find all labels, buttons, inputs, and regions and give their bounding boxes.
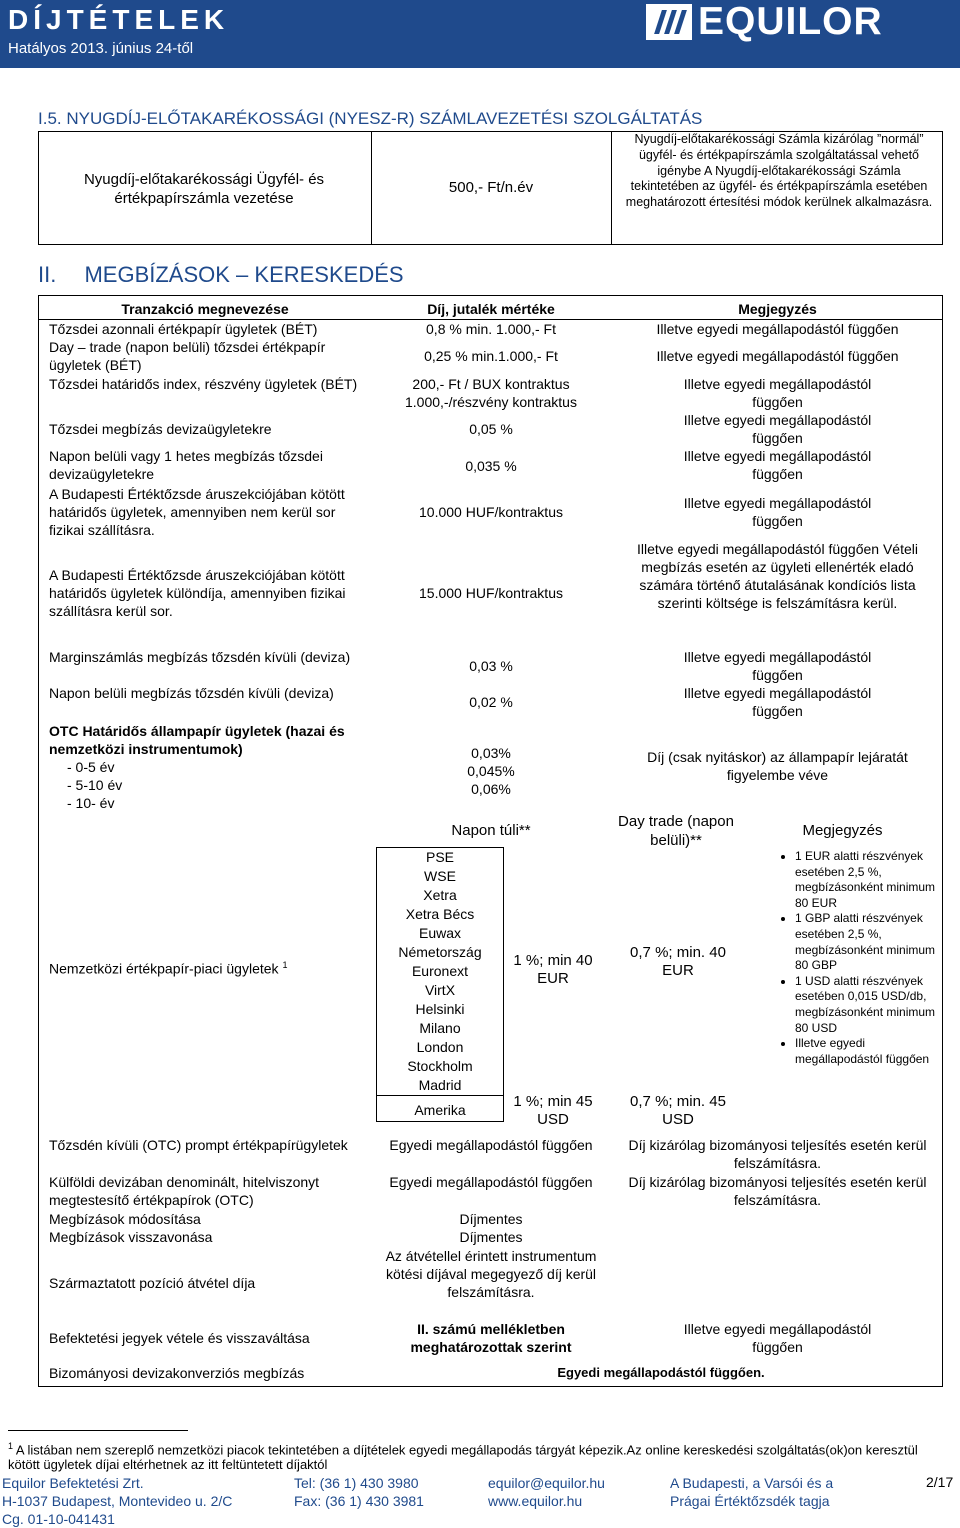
- row-name: Day – trade (napon belüli) tőzsdei értékpapír ügyletek (BÉT): [49, 339, 326, 373]
- market-item: WSE: [424, 868, 456, 884]
- intl-note-item: • 1 USD alatti részvények esetében 0,015 USD/db, megbízásonként minimum 80 USD: [795, 974, 939, 1036]
- us-fee: 1 %; min 45 USD: [513, 1093, 593, 1128]
- logo-text: EQUILOR: [698, 0, 883, 43]
- market-item: Milano: [419, 1020, 461, 1036]
- row-note: Illetve egyedi megállapodástól függően: [683, 376, 872, 410]
- row-fee: 15.000 HUF/kontraktus: [419, 585, 563, 601]
- market-item: VirtX: [424, 982, 456, 998]
- row-note: Illetve egyedi megállapodástól függően: [656, 321, 899, 337]
- header-daytrade: Day trade (napon belüli)**: [618, 813, 734, 849]
- nyesz-service: Nyugdíj-előtakarékossági Ügyfél- és értékpapírszámla vezetése: [83, 171, 325, 207]
- otc-title: OTC Határidős állampapír ügyletek (hazai és nemzetközi instrumentumok): [49, 723, 345, 757]
- market-item: Euwax: [418, 925, 462, 941]
- row-note: Illetve egyedi megállapodástól függően: [683, 412, 872, 446]
- footer-reg: Cg. 01-10-041431: [2, 1511, 115, 1527]
- intl-note-item: • Illetve egyedi megállapodástól függően: [795, 1036, 939, 1067]
- otc-item: - 0-5 év: [67, 759, 115, 775]
- otc-fee: 0,045%: [467, 763, 515, 779]
- market-us: Amerika: [414, 1102, 466, 1118]
- footer-address: H-1037 Budapest, Montevideo u. 2/C: [2, 1493, 233, 1509]
- row-name: Befektetési jegyek vétele és visszaváltása: [49, 1330, 310, 1346]
- row-fee: Díjmentes: [459, 1229, 523, 1245]
- market-item: Euronext: [411, 963, 469, 979]
- row-fee: 10.000 HUF/kontraktus: [419, 504, 563, 520]
- market-item: Helsinki: [415, 1001, 465, 1017]
- market-item: Németország: [398, 944, 482, 960]
- row-fee: Az átvétellel érintett instrumentum kötési díjával megegyező díj kerül felszámításra.: [385, 1248, 597, 1300]
- otc-fee: 0,06%: [471, 781, 511, 797]
- col-header-fee: Díj, jutalék mértéke: [427, 301, 555, 317]
- footer-member-line1: A Budapesti, a Varsói és a: [670, 1475, 834, 1491]
- row-fee: 0,035 %: [465, 458, 517, 474]
- row-note: Illetve egyedi megállapodástól függően: [683, 1321, 872, 1355]
- row-fee: 200,- Ft / BUX kontraktus 1.000,-/részvény kontraktus: [405, 376, 577, 410]
- market-item: Xetra Bécs: [405, 906, 475, 922]
- footnote-text: A listában nem szereplő nemzetközi piacok tekintetében a díjtételek egyedi megállapodás tárgyát képezik.Az online kereskedési szolgáltatás(ok)on keresztül kötött ügyletek díjai eltérhetnek az itt feltüntetett díjaktól: [8, 1442, 918, 1473]
- col-header-note: Megjegyzés: [738, 301, 817, 317]
- otc-item: - 10- év: [67, 795, 115, 811]
- eu-daytrade: 0,7 %; min. 40 EUR: [630, 944, 726, 979]
- row-name: Napon belüli megbízás tőzsdén kívüli (deviza): [49, 685, 334, 701]
- row-fee: Díjmentes: [459, 1211, 523, 1227]
- equilor-logo: [646, 2, 926, 44]
- row-fee: 0,8 % min. 1.000,- Ft: [426, 321, 556, 337]
- header-bar: [0, 0, 960, 68]
- row-name: Tőzsdei megbízás devizaügyletekre: [49, 421, 272, 437]
- row-name: Napon belüli vagy 1 hetes megbízás tőzsdei devizaügyletekre: [49, 448, 323, 482]
- section-ii-heading: [38, 262, 404, 288]
- row-name: A Budapesti Értéktőzsde áruszekciójában kötött határidős ügyletek különdíja, amennyiben fizikai szállításra kerül sor.: [49, 567, 346, 619]
- intl-name-text: Nemzetközi értékpapír-piaci ügyletek: [49, 960, 279, 977]
- logo-mark-icon: [646, 4, 692, 40]
- footnote-divider: [8, 1430, 188, 1431]
- nyesz-note: Nyugdíj-előtakarékossági Számla kizárólag ”normál” ügyfél- és értékpapírszámla szolgáltatással vehető igénybe A Nyugdíj-előtakarékossági Számla tekintetében az ügyfél- és értékpapírszámla esetében meghatározott értesítési módok kerülnek alkalmazásra.: [625, 132, 933, 210]
- row-note: Díj kizárólag bizományosi teljesítés esetén kerül felszámításra.: [628, 1137, 927, 1171]
- row-name: Marginszámlás megbízás tőzsdén kívüli (deviza): [49, 649, 351, 665]
- row-name: Külföldi devizában denominált, hitelviszonyt megtestesítő értékpapírok (OTC): [49, 1174, 320, 1208]
- eu-fee: 1 %; min 40 EUR: [513, 952, 593, 987]
- page-number: 2/17: [926, 1474, 954, 1490]
- valid-from: Hatályos 2013. június 24-től: [8, 40, 194, 57]
- section-ii-roman: II.: [38, 262, 57, 287]
- section-ii-title: MEGBÍZÁSOK – KERESKEDÉS: [84, 262, 404, 287]
- row-note: Illetve egyedi megállapodástól függően Vételi megbízás esetén az ügyleti ellenérték eladó számára történő átutalásának kondíciós lista szerinti költsége is felszámításra kerül.: [637, 541, 918, 611]
- row-note: Illetve egyedi megállapodástól függően: [683, 448, 872, 482]
- row-fee: 0,03 %: [469, 658, 513, 674]
- row-fee: 0,05 %: [469, 421, 513, 437]
- document-title: DÍJTÉTELEK: [8, 4, 230, 35]
- otc-fee: 0,03%: [471, 745, 511, 761]
- row-note: Illetve egyedi megállapodástól függően: [683, 649, 872, 683]
- nyesz-fee: 500,- Ft/n.év: [448, 179, 534, 196]
- header-overnight: Napon túli**: [451, 822, 531, 839]
- footnote-mark: 1: [8, 1441, 14, 1451]
- row-fee: 0,25 % min.1.000,- Ft: [424, 348, 558, 364]
- row-note: Illetve egyedi megállapodástól függően: [656, 348, 899, 364]
- row-name: A Budapesti Értéktőzsde áruszekciójában kötött határidős ügyletek, amennyiben nem kerül sor fizikai szállításra.: [49, 486, 345, 538]
- footnote-ref: 1: [282, 960, 288, 970]
- row-name: Megbízások visszavonása: [49, 1229, 213, 1245]
- market-item: PSE: [425, 849, 454, 865]
- intl-name: [49, 956, 367, 978]
- market-item: Xetra: [423, 887, 457, 903]
- footer-member-line2: Prágai Értéktőzsdék tagja: [670, 1493, 830, 1509]
- fees-table: [38, 295, 943, 1387]
- row-note: Díj kizárólag bizományosi teljesítés esetén kerül felszámításra.: [628, 1174, 927, 1208]
- otc-note: Díj (csak nyitáskor) az állampapír lejáratát figyelembe véve: [647, 749, 908, 783]
- markets-list: [376, 847, 504, 1122]
- row-fee: 0,02 %: [469, 694, 513, 710]
- footnote: [8, 1439, 948, 1472]
- market-item: London: [416, 1039, 464, 1055]
- nyesz-table: [38, 131, 943, 245]
- row-fee: Egyedi megállapodástól függően.: [557, 1365, 765, 1380]
- intl-note-item: • 1 GBP alatti részvények esetében 2,5 %, megbízásonként minimum 80 GBP: [795, 911, 939, 973]
- footer-web[interactable]: www.equilor.hu: [488, 1493, 583, 1509]
- header-note: Megjegyzés: [802, 822, 883, 839]
- row-name: Bizományosi devizakonverziós megbízás: [49, 1365, 305, 1381]
- row-fee: II. számú mellékletben meghatározottak szerint: [410, 1321, 572, 1355]
- footer-fax: Fax: (36 1) 430 3981: [294, 1493, 424, 1509]
- col-header-name: Tranzakció megnevezése: [121, 301, 289, 317]
- row-note: Illetve egyedi megállapodástól függően: [683, 495, 872, 529]
- intl-notes: [759, 849, 939, 1067]
- us-daytrade: 0,7 %; min. 45 USD: [630, 1093, 726, 1128]
- row-name: Tőzsdén kívüli (OTC) prompt értékpapírügyletek: [49, 1137, 348, 1153]
- row-name: Megbízások módosítása: [49, 1211, 201, 1227]
- row-name: Tőzsdei azonnali értékpapír ügyletek (BÉT): [49, 321, 318, 337]
- section-i5-title: I.5. NYUGDÍJ-ELŐTAKARÉKOSSÁGI (NYESZ-R) SZÁMLAVEZETÉSI SZOLGÁLTATÁS: [38, 109, 703, 128]
- intl-note-item: • 1 EUR alatti részvények esetében 2,5 %, megbízásonként minimum 80 EUR: [795, 849, 939, 911]
- otc-item: - 5-10 év: [67, 777, 123, 793]
- market-item: Stockholm: [407, 1058, 473, 1074]
- row-name: Származtatott pozíció átvétel díja: [49, 1275, 256, 1291]
- row-name: Tőzsdei határidős index, részvény ügyletek (BÉT): [49, 376, 358, 392]
- row-note: Illetve egyedi megállapodástól függően: [683, 685, 872, 719]
- row-fee: Egyedi megállapodástól függően: [389, 1174, 593, 1190]
- footer-tel: Tel: (36 1) 430 3980: [294, 1475, 419, 1491]
- footer-email[interactable]: equilor@equilor.hu: [488, 1475, 605, 1491]
- row-fee: Egyedi megállapodástól függően: [389, 1137, 593, 1153]
- footer-company: Equilor Befektetési Zrt.: [2, 1475, 144, 1491]
- market-item: Madrid: [418, 1077, 462, 1093]
